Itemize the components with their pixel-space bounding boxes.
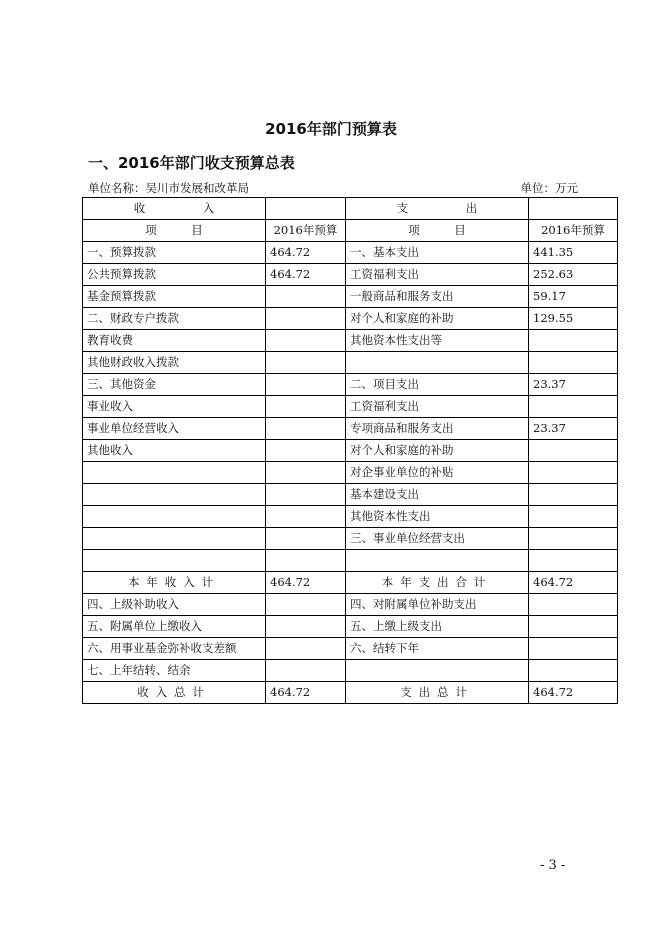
income-value <box>266 616 346 638</box>
expense-item: 工资福利支出 <box>346 264 529 286</box>
income-value <box>266 352 346 374</box>
expense-value: 129.55 <box>529 308 618 330</box>
income-item: 一、预算拨款 <box>83 242 266 264</box>
income-item <box>83 528 266 550</box>
income-item: 其他收入 <box>83 440 266 462</box>
table-row <box>83 528 618 550</box>
expense-value <box>529 528 618 550</box>
table-row <box>83 440 618 462</box>
income-item: 七、上年结转、结余 <box>83 660 266 682</box>
income-item: 事业收入 <box>83 396 266 418</box>
income-value <box>266 396 346 418</box>
income-value <box>266 550 346 572</box>
income-value <box>266 308 346 330</box>
expense-item: 其他资本性支出 <box>346 506 529 528</box>
income-value <box>266 484 346 506</box>
income-item: 本年收入计 <box>83 572 266 594</box>
income-value <box>266 528 346 550</box>
expense-value: 252.63 <box>529 264 618 286</box>
expense-item: 五、上缴上级支出 <box>346 616 529 638</box>
income-value <box>266 506 346 528</box>
income-item: 五、附属单位上缴收入 <box>83 616 266 638</box>
expense-value: 441.35 <box>529 242 618 264</box>
income-item <box>83 484 266 506</box>
expense-value <box>529 616 618 638</box>
income-item: 三、其他资金 <box>83 374 266 396</box>
expense-value <box>529 352 618 374</box>
table-row <box>83 418 618 440</box>
income-value <box>266 462 346 484</box>
income-item <box>83 462 266 484</box>
income-item: 基金预算拨款 <box>83 286 266 308</box>
income-item: 二、财政专户拨款 <box>83 308 266 330</box>
expense-value <box>529 660 618 682</box>
income-value <box>266 374 346 396</box>
income-value: 464.72 <box>266 264 346 286</box>
table-row <box>83 550 618 572</box>
expense-item: 二、项目支出 <box>346 374 529 396</box>
table-row <box>83 462 618 484</box>
table-row <box>83 286 618 308</box>
income-value <box>266 660 346 682</box>
expense-value: 464.72 <box>529 682 618 704</box>
income-budget-header: 2016年预算 <box>266 220 346 242</box>
income-header-blank <box>266 198 346 220</box>
expense-item-header: 项 目 <box>346 220 529 242</box>
expense-value <box>529 594 618 616</box>
table-row <box>83 484 618 506</box>
expense-value <box>529 440 618 462</box>
income-item <box>83 550 266 572</box>
table-row <box>83 330 618 352</box>
expense-value: 59.17 <box>529 286 618 308</box>
table-row <box>83 506 618 528</box>
expense-item: 六、结转下年 <box>346 638 529 660</box>
expense-item: 基本建设支出 <box>346 484 529 506</box>
expense-item <box>346 352 529 374</box>
unit-label: 单位：万元 <box>520 181 578 195</box>
table-header-row <box>83 198 618 220</box>
expense-value: 23.37 <box>529 418 618 440</box>
table-row <box>83 264 618 286</box>
income-value <box>266 330 346 352</box>
table-row <box>83 660 618 682</box>
income-value <box>266 594 346 616</box>
expense-item: 专项商品和服务支出 <box>346 418 529 440</box>
budget-summary-table <box>82 197 618 704</box>
income-item-header: 项 目 <box>83 220 266 242</box>
unit-name: 单位名称：吴川市发展和改革局 <box>88 181 249 195</box>
unit-line <box>88 180 578 196</box>
expense-item: 一、基本支出 <box>346 242 529 264</box>
table-row <box>83 638 618 660</box>
section-title: 一、2016年部门收支预算总表 <box>88 154 295 172</box>
income-value <box>266 286 346 308</box>
expense-item: 支出总计 <box>346 682 529 704</box>
income-item: 事业单位经营收入 <box>83 418 266 440</box>
expense-item: 本年支出合计 <box>346 572 529 594</box>
income-item: 四、上级补助收入 <box>83 594 266 616</box>
table-row <box>83 352 618 374</box>
income-value: 464.72 <box>266 242 346 264</box>
expense-item: 三、事业单位经营支出 <box>346 528 529 550</box>
expense-item: 对企事业单位的补贴 <box>346 462 529 484</box>
expense-value <box>529 484 618 506</box>
table-subheader-row <box>83 220 618 242</box>
table-row <box>83 242 618 264</box>
table-row <box>83 396 618 418</box>
expense-item: 工资福利支出 <box>346 396 529 418</box>
income-value <box>266 440 346 462</box>
expense-item: 对个人和家庭的补助 <box>346 440 529 462</box>
income-value <box>266 418 346 440</box>
income-item: 收入总计 <box>83 682 266 704</box>
expense-value <box>529 462 618 484</box>
annual-total-row <box>83 572 618 594</box>
expense-item: 一般商品和服务支出 <box>346 286 529 308</box>
expense-budget-header: 2016年预算 <box>529 220 618 242</box>
table-row <box>83 616 618 638</box>
page-number: - 3 - <box>540 858 566 873</box>
income-item: 其他财政收入拨款 <box>83 352 266 374</box>
table-row <box>83 308 618 330</box>
income-item: 公共预算拨款 <box>83 264 266 286</box>
table-row <box>83 594 618 616</box>
expense-value <box>529 550 618 572</box>
expense-value <box>529 506 618 528</box>
expense-value: 23.37 <box>529 374 618 396</box>
income-header: 收 入 <box>83 198 266 220</box>
expense-value <box>529 638 618 660</box>
expense-header: 支 出 <box>346 198 529 220</box>
expense-item <box>346 660 529 682</box>
income-value <box>266 638 346 660</box>
expense-item: 四、对附属单位补助支出 <box>346 594 529 616</box>
income-item: 六、用事业基金弥补收支差额 <box>83 638 266 660</box>
document-title: 2016年部门预算表 <box>265 120 397 138</box>
table-row <box>83 374 618 396</box>
income-value: 464.72 <box>266 572 346 594</box>
expense-item <box>346 550 529 572</box>
expense-value <box>529 396 618 418</box>
income-value: 464.72 <box>266 682 346 704</box>
income-item <box>83 506 266 528</box>
expense-item: 其他资本性支出等 <box>346 330 529 352</box>
income-item: 教育收费 <box>83 330 266 352</box>
expense-header-blank <box>529 198 618 220</box>
expense-item: 对个人和家庭的补助 <box>346 308 529 330</box>
grand-total-row <box>83 682 618 704</box>
expense-value <box>529 330 618 352</box>
expense-value: 464.72 <box>529 572 618 594</box>
